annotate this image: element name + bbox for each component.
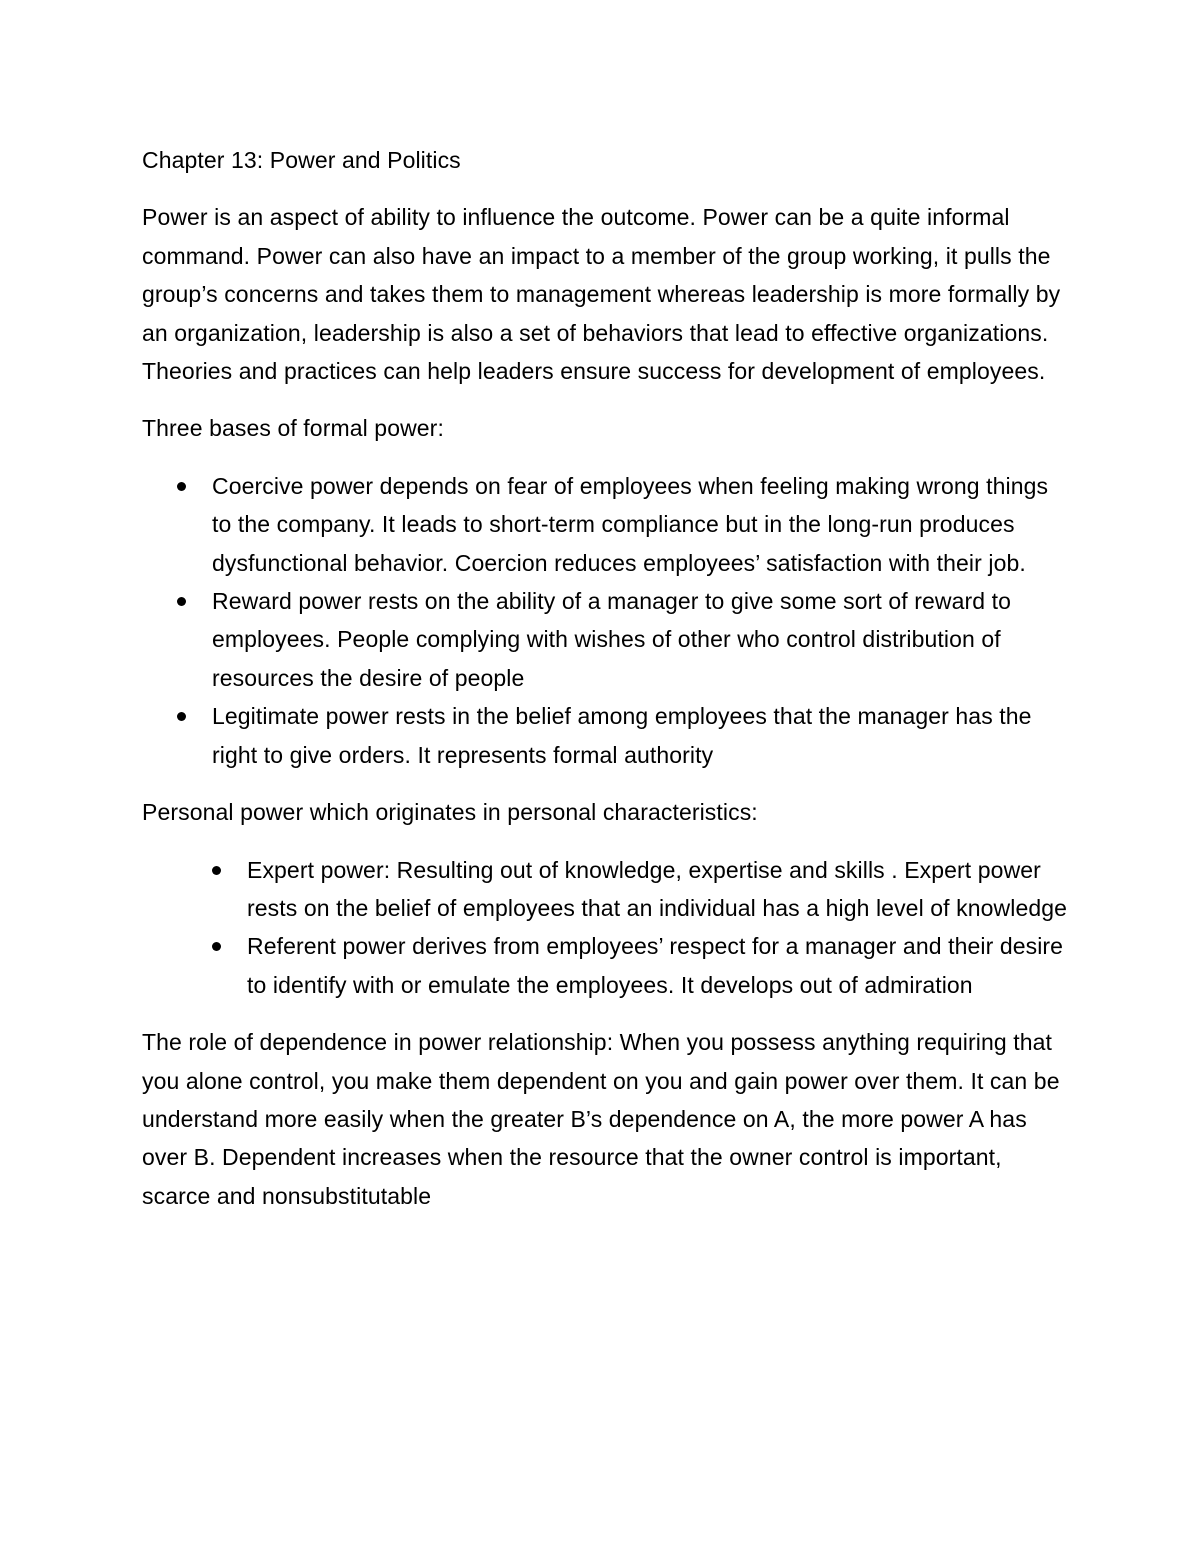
formal-power-heading: Three bases of formal power: (142, 415, 444, 442)
list-item (142, 582, 1067, 697)
list-item-text: Referent power derives from employees’ respect for a manager and their desire to identify with or emulate the employees. It develops out of admiration (247, 933, 1064, 998)
list-item-text: Coercive power depends on fear of employees when feeling making wrong things to the company. It leads to short-term compliance but in the long-run produces dysfunctional behavior. Coercion reduces employees’ satisfaction with their job. (212, 472, 1049, 576)
bullet-icon (177, 712, 186, 721)
list-item-text: Expert power: Resulting out of knowledge, expertise and skills . Expert power rests on the belief of employees that an individual has a high level of knowledge (247, 856, 1068, 921)
dependence-paragraph: The role of dependence in power relationship: When you possess anything requiring that you alone control, you make them dependent on you and gain power over them. It can be understand more easily when the greater B’s dependence on A, the more power A has over B. Dependent increases when the resource that the owner control is important, scarce and nonsubstitutable (142, 1029, 1060, 1209)
list-item-text: Legitimate power rests in the belief among employees that the manager has the right to give orders. It represents formal authority (212, 703, 1032, 768)
intro-paragraph: Power is an aspect of ability to influence the outcome. Power can be a quite informal command. Power can also have an impact to a member of the group working, it pulls the group’s concerns and takes them to management whereas leadership is more formally by an organization, leadership is also a set of behaviors that lead to effective organizations. Theories and practices can help leaders ensure success for development of employees. (142, 204, 1061, 385)
document-body (142, 141, 1067, 1234)
bullet-icon (177, 597, 186, 606)
list-item (142, 927, 1067, 1004)
bullet-icon (177, 482, 186, 491)
bullet-icon (212, 942, 221, 951)
list-item (142, 467, 1067, 582)
chapter-title: Chapter 13: Power and Politics (142, 147, 461, 173)
personal-power-heading: Personal power which originates in personal characteristics: (142, 799, 758, 826)
bullet-icon (212, 866, 221, 875)
personal-power-list (142, 851, 1067, 1005)
list-item (142, 697, 1067, 774)
formal-power-list (142, 467, 1067, 774)
list-item-text: Reward power rests on the ability of a manager to give some sort of reward to employees. People complying with wishes of other who control distribution of resources the desire of people (212, 588, 1012, 691)
list-item (142, 851, 1067, 928)
